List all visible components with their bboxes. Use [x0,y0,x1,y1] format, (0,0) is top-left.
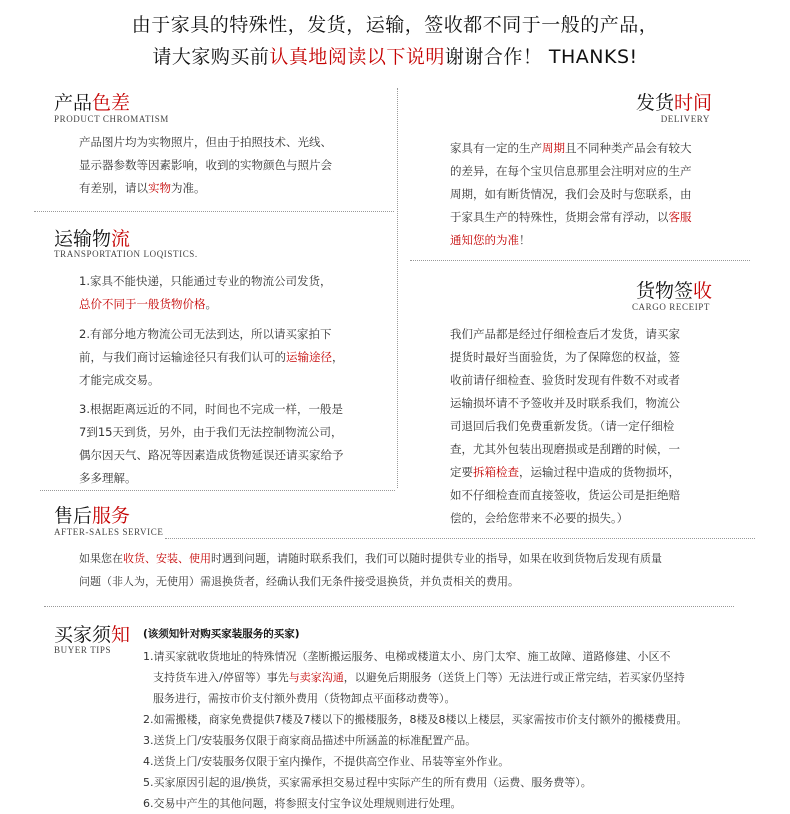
header-line-2-pre: 请大家购买前 [152,46,270,68]
delivery-line [450,229,770,252]
logistics-text-span: 前，与我们商讨运输途径只有我们认可的 [79,350,286,364]
header-line-2 [0,42,790,69]
delivery-title-black: 发货 [635,92,674,114]
logistics-line [79,346,394,369]
after-sales-text [79,547,769,593]
after-sales-subtitle: AFTER-SALES SERVICE [54,527,164,537]
color-diff-line [79,177,389,200]
receipt-text [450,323,770,530]
receipt-line: 收前请仔细检查、验货时发现有件数不对或者 [450,373,680,387]
buyer-list-item: 5.买家原因引起的退/换货，买家需承担交易过程中实际产生的所有费用（运费、服务费等）。 [143,776,592,789]
logistics-text-span: ， [332,350,344,364]
receipt-line [450,461,770,484]
buyer-list-item: 3.送货上门/安装服务仅限于商家商品描述中所涵盖的标准配置产品。 [143,734,477,747]
delivery-line: 周期，如有断货情况，我们会及时与您联系，由 [450,187,692,201]
after-sales-title [54,501,130,528]
logistics-subtitle: TRANSPORTATION LOQISTICS. [54,249,198,259]
buyer-list-item: 4.送货上门/安装服务仅限于室内操作，不提供高空作业、吊装等室外作业。 [143,755,510,768]
buyer-note: (该须知针对购买家装服务的买家) [143,628,300,640]
buyer-title [54,620,130,647]
receipt-line: 我们产品都是经过仔细检查后才发货，请买家 [450,327,680,341]
receipt-title [560,276,712,303]
after-sales-highlight: 收货、安装、使用 [123,552,211,565]
buyer-list [143,646,783,814]
buyer-title-black: 买家须 [54,624,112,646]
divider-after-sales [44,606,734,607]
after-sales-line: 问题（非人为，无使用）需退换货者，经确认我们无条件接受退换货，并负责相关的费用。 [79,575,519,588]
color-diff-subtitle: PRODUCT CHROMATISM [54,114,169,124]
buyer-list-item [143,667,783,688]
delivery-highlight: 通知您的为准 [450,233,519,247]
delivery-text-span: 家具有一定的生产 [450,141,542,155]
delivery-line [450,137,770,160]
logistics-title-red: 流 [111,228,131,250]
color-diff-highlight: 实物 [148,181,171,195]
divider-color-diff [34,211,394,212]
divider-after-sales-top [165,538,755,539]
after-sales-line [79,547,769,570]
logistics-item-1 [79,270,394,316]
color-diff-title-black: 产品 [54,92,93,114]
delivery-text-span: ！ [519,233,531,247]
buyer-list-item: 2.如需搬楼，商家免费提供7楼及7楼以下的搬楼服务，8楼及8楼以上楼层，买家需按市价支付额外的搬楼费用。 [143,713,688,726]
receipt-line: 运输损坏请不予签收并及时联系我们，物流公 [450,396,680,410]
divider-logistics [40,490,395,491]
after-sales-text-span: 时遇到问题，请随时联系我们，我们可以随时提供专业的指导，如果在收到货物后发现有质量 [211,552,662,565]
color-diff-line: 产品图片均为实物照片，但由于拍照技术、光线、 [79,135,332,149]
buyer-list-item: 6.交易中产生的其他问题，将参照支付宝争议处理规则进行处理。 [143,797,462,810]
receipt-title-black: 货物签 [635,280,693,302]
receipt-line: 如不仔细检查而直接签收，货运公司是拒绝赔 [450,488,680,502]
delivery-highlight: 周期 [542,141,565,155]
color-diff-title [54,88,130,115]
color-diff-text [79,131,389,200]
logistics-line: 3.根据距离远近的不同，时间也不完成一样，一般是 [79,402,343,416]
buyer-list-item: 服务进行，需按市价支付额外费用（货物卸点平面移动费等）。 [153,692,456,705]
logistics-line: 1.家具不能快递，只能通过专业的物流公司发货， [79,274,332,288]
delivery-title [560,88,712,115]
buyer-text-span: 支持货车进入/停留等）事先 [153,671,289,684]
delivery-title-red: 时间 [673,92,712,114]
buyer-subtitle: BUYER TIPS [54,645,112,655]
logistics-item-2 [79,323,394,392]
buyer-title-red: 知 [111,624,131,646]
logistics-item-3 [79,398,394,490]
delivery-line [450,206,770,229]
color-diff-title-red: 色差 [92,92,131,114]
delivery-text-span: 且不同种类产品会有较大 [565,141,692,155]
receipt-subtitle: CARGO RECEIPT [631,302,710,312]
delivery-text-span: 于家具生产的特殊性，货期会常有浮动，以 [450,210,669,224]
delivery-subtitle: DELIVERY [660,114,710,124]
buyer-highlight: 与卖家沟通 [288,671,344,684]
buyer-list-item: 1.请买家就收货地址的特殊情况（垄断搬运服务、电梯或楼道太小、房门太窄、施工故障、道路修建、小区不 [143,650,671,663]
after-sales-title-black: 售后 [54,505,93,527]
receipt-line: 司退回后我们免费重新发货。（请一定仔细检 [450,419,675,433]
color-diff-text-span: 有差别，请以 [79,181,148,195]
header-line-2-highlight: 认真地阅读以下说明 [269,46,445,68]
receipt-text-span: 定要 [450,465,473,479]
logistics-line: 才能完成交易。 [79,373,160,387]
logistics-title-black: 运输物 [54,228,112,250]
logistics-line: 2.有部分地方物流公司无法到达，所以请买家拍下 [79,327,332,341]
receipt-line: 偿的，会给您带来不必要的损失。） [450,511,629,525]
receipt-title-red: 收 [692,280,712,302]
logistics-highlight: 总价不同于一般货物价格 [79,297,206,311]
logistics-line [79,293,394,316]
after-sales-text-span: 如果您在 [79,552,123,565]
logistics-text-span: 。 [205,297,217,311]
color-diff-line: 显示器参数等因素影响，收到的实物颜色与照片会 [79,158,332,172]
logistics-line: 多多理解。 [79,471,137,485]
logistics-line: 偶尔因天气、路况等因素造成货物延误还请买家给予 [79,448,344,462]
delivery-text [450,137,770,252]
receipt-line: 查，尤其外包装出现磨损或是刮蹭的时候，一 [450,442,680,456]
receipt-highlight: 拆箱检查 [473,465,519,479]
header-line-1: 由于家具的特殊性，发货，运输，签收都不同于一般的产品， [131,14,659,36]
buyer-text-span: ，以避免后期服务（送货上门等）无法进行或正常完结，若买家仍坚持 [343,671,685,684]
logistics-line: 7到15天到货，另外，由于我们无法控制物流公司， [79,425,343,439]
after-sales-title-red: 服务 [92,505,131,527]
delivery-highlight: 客服 [668,210,692,224]
receipt-text-span: ，运输过程中造成的货物损坏， [519,465,680,479]
logistics-highlight: 运输途径 [286,350,332,364]
logistics-title [54,224,130,251]
receipt-line: 提货时最好当面验货，为了保障您的权益，签 [450,350,680,364]
divider-delivery [410,260,750,261]
vertical-divider [397,88,398,488]
delivery-line: 的差异，在每个宝贝信息那里会注明对应的生产 [450,164,692,178]
color-diff-text-span: 为准。 [171,181,206,195]
header-line-2-post: 谢谢合作！ THANKS! [444,46,638,68]
